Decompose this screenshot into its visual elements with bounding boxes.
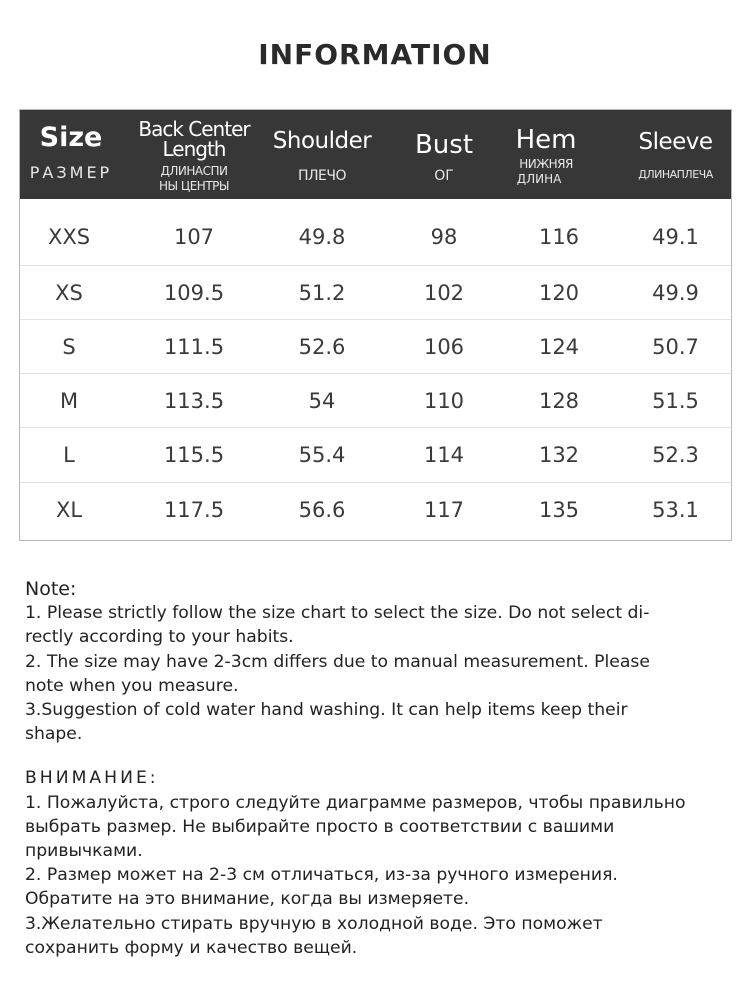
cell-shoulder: 49.8 — [298, 225, 346, 249]
header-shoulder-sublabel: ПЛЕЧО — [297, 168, 347, 184]
notes-section — [25, 577, 730, 960]
page-title: INFORMATION — [258, 38, 492, 71]
cell-back-center-length: 113.5 — [163, 389, 225, 413]
table-row — [20, 373, 731, 428]
table-header — [20, 110, 731, 199]
size-table — [19, 109, 732, 541]
table-row — [20, 319, 731, 374]
cell-size: XXS — [47, 225, 91, 249]
notes-russian-heading: ВНИМАНИЕ: — [25, 768, 159, 789]
header-back-center-sublabel-2: НЫ ЦЕНТРЫ — [158, 179, 229, 193]
notes-russian-line: сохранить форму и качество вещей. — [25, 937, 358, 958]
cell-back-center-length: 115.5 — [163, 443, 225, 467]
header-hem — [508, 110, 610, 199]
header-size-label: Size — [39, 122, 103, 153]
cell-hem: 124 — [538, 335, 580, 359]
cell-bust: 110 — [423, 389, 465, 413]
cell-hem: 128 — [538, 389, 580, 413]
table-row — [20, 427, 731, 482]
cell-size: XL — [55, 498, 83, 522]
header-sleeve-sublabel: ДЛИНАПЛЕЧА — [638, 168, 713, 181]
notes-english-line: shape. — [25, 724, 83, 745]
notes-english-heading: Note: — [25, 578, 77, 600]
notes-english — [25, 577, 730, 746]
header-back-center-length — [124, 110, 264, 199]
header-back-center-label-1: Back Center — [138, 117, 250, 141]
cell-back-center-length: 109.5 — [163, 281, 225, 305]
cell-size: L — [63, 443, 75, 467]
cell-size: XS — [55, 281, 83, 305]
cell-sleeve: 52.3 — [652, 443, 699, 467]
header-bust-label: Bust — [414, 130, 474, 160]
cell-size: S — [62, 335, 76, 359]
notes-russian — [25, 766, 730, 960]
header-shoulder — [264, 110, 380, 199]
cell-sleeve: 50.7 — [652, 335, 699, 359]
header-shoulder-label: Shoulder — [272, 128, 372, 154]
cell-hem: 116 — [538, 225, 580, 249]
header-back-center-label-2: Length — [162, 137, 226, 161]
cell-back-center-length: 107 — [173, 225, 215, 249]
cell-bust: 106 — [423, 335, 465, 359]
notes-english-line: 3.Suggestion of cold water hand washing. It can help items keep their — [25, 700, 628, 721]
cell-hem: 120 — [538, 281, 580, 305]
notes-english-line: note when you measure. — [25, 675, 239, 696]
cell-shoulder: 51.2 — [298, 281, 346, 305]
cell-shoulder: 56.6 — [298, 498, 346, 522]
cell-sleeve: 53.1 — [652, 498, 699, 522]
cell-bust: 114 — [423, 443, 465, 467]
notes-russian-line: выбрать размер. Не выбирайте просто в соответствии с вашими — [25, 816, 615, 837]
header-size-sublabel: РАЗМЕР — [29, 163, 113, 182]
header-bust — [380, 110, 508, 199]
header-size — [20, 110, 122, 199]
header-hem-sublabel-2: ДЛИНА — [516, 172, 562, 186]
table-row — [20, 482, 731, 537]
cell-shoulder: 55.4 — [298, 443, 346, 467]
header-hem-label: Hem — [515, 125, 577, 155]
cell-sleeve: 51.5 — [652, 389, 699, 413]
table-row — [20, 265, 731, 320]
cell-bust: 117 — [423, 498, 465, 522]
cell-bust: 102 — [423, 281, 465, 305]
cell-hem: 135 — [538, 498, 580, 522]
cell-shoulder: 52.6 — [298, 335, 346, 359]
cell-back-center-length: 111.5 — [163, 335, 225, 359]
table-row — [20, 210, 731, 264]
cell-bust: 98 — [430, 225, 458, 249]
notes-english-line: 1. Please strictly follow the size chart to select the size. Do not select di- — [25, 603, 650, 624]
notes-english-line: 2. The size may have 2-3cm differs due to manual measurement. Please — [25, 651, 650, 672]
cell-sleeve: 49.1 — [652, 225, 699, 249]
header-sleeve — [610, 110, 741, 199]
notes-russian-line: привычками. — [25, 841, 143, 862]
cell-size: M — [59, 389, 79, 413]
cell-back-center-length: 117.5 — [163, 498, 225, 522]
header-back-center-sublabel-1: ДЛИНАСПИ — [160, 164, 228, 178]
notes-russian-line: 2. Размер может на 2-3 см отличаться, из-за ручного измерения. — [25, 865, 618, 886]
header-sleeve-label: Sleeve — [638, 129, 713, 155]
notes-russian-line: 1. Пожалуйста, строго следуйте диаграмме размеров, чтобы правильно — [25, 792, 686, 813]
cell-sleeve: 49.9 — [652, 281, 699, 305]
notes-russian-line: Обратите на это внимание, когда вы измеряете. — [25, 889, 470, 910]
header-hem-sublabel-1: НИЖНЯЯ — [519, 157, 573, 171]
cell-shoulder: 54 — [308, 389, 336, 413]
header-bust-sublabel: ОГ — [434, 168, 454, 184]
cell-hem: 132 — [538, 443, 580, 467]
notes-english-line: rectly according to your habits. — [25, 627, 294, 648]
notes-russian-line: 3.Желательно стирать вручную в холодной воде. Это поможет — [25, 913, 603, 934]
